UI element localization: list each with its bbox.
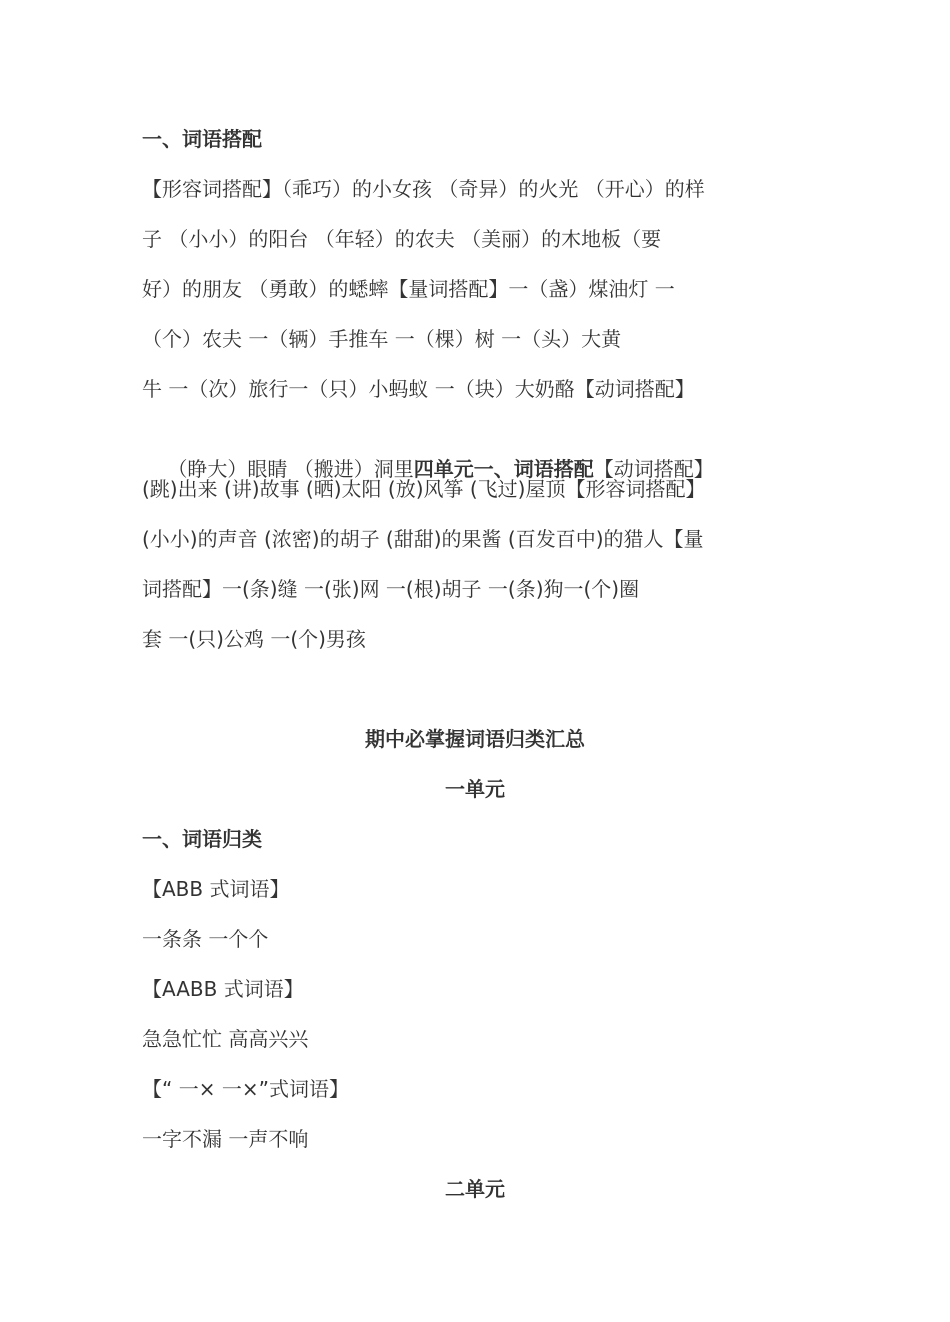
paragraph-line-mixed xyxy=(142,424,714,481)
unit-heading-2: 二单元 xyxy=(445,1177,505,1201)
category-label-yi: 【“ 一× 一×”式词语】 xyxy=(142,1077,349,1101)
paragraph-line: (小小)的声音 (浓密)的胡子 (甜甜)的果酱 (百发百中)的猎人【量 xyxy=(142,527,704,551)
category-label-aabb: 【AABB 式词语】 xyxy=(142,977,304,1001)
paragraph-line: （个）农夫 一（辆）手推车 一（棵）树 一（头）大黄 xyxy=(142,327,622,351)
paragraph-line: 子 （小小）的阳台 （年轻）的农夫 （美丽）的木地板（要 xyxy=(142,227,662,251)
section-heading-word-collocation: 一、词语搭配 xyxy=(142,127,262,151)
category-words-yi: 一字不漏 一声不响 xyxy=(142,1127,309,1151)
document-title: 期中必掌握词语归类汇总 xyxy=(365,727,585,751)
paragraph-line: 词搭配】一(条)缝 一(张)网 一(根)胡子 一(条)狗一(个)圈 xyxy=(142,577,640,601)
category-words-aabb: 急急忙忙 高高兴兴 xyxy=(142,1027,309,1051)
section-heading-word-classification: 一、词语归类 xyxy=(142,827,262,851)
paragraph-text: 【动词搭配】 xyxy=(593,457,714,481)
paragraph-text: （睁大）眼睛 （搬进）洞里 xyxy=(167,457,414,481)
paragraph-line: 【形容词搭配】（乖巧）的小女孩 （奇异）的火光 （开心）的样 xyxy=(142,177,705,201)
paragraph-line: (跳)出来 (讲)故事 (晒)太阳 (放)风筝 (飞过)屋顶【形容词搭配】 xyxy=(142,477,706,501)
category-words-abb: 一条条 一个个 xyxy=(142,927,269,951)
paragraph-line: 牛 一（次）旅行一（只）小蚂蚁 一（块）大奶酪【动词搭配】 xyxy=(142,377,695,401)
unit-heading-1: 一单元 xyxy=(445,777,505,801)
category-label-abb: 【ABB 式词语】 xyxy=(142,877,290,901)
paragraph-line: 套 一(只)公鸡 一(个)男孩 xyxy=(142,627,366,651)
unit4-heading-inline: 四单元一、词语搭配 xyxy=(413,457,594,481)
paragraph-line: 好）的朋友 （勇敢）的蟋蟀【量词搭配】一（盏）煤油灯 一 xyxy=(142,277,675,301)
